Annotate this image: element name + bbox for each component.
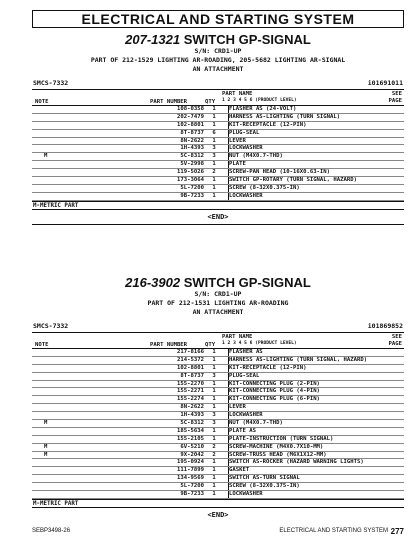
- part-name-cell: SWITCH AS-ROCKER (HAZARD WARNING LIGHTS): [229, 459, 364, 466]
- part-name-cell: SCREW-MACHINE (M4X0.7X10-MM): [229, 443, 324, 450]
- table-row: [32, 396, 404, 404]
- qty-cell: 1: [212, 364, 216, 371]
- qty-cell: 1: [212, 349, 216, 355]
- part-number-cell: 1H-4393: [180, 145, 204, 152]
- footer-doc-number: SEBP3498-26: [32, 528, 71, 534]
- part-number-cell: 8N-2622: [180, 404, 204, 411]
- qty-cell: 1: [212, 356, 216, 363]
- part-name-cell: LEVER: [229, 404, 246, 411]
- footer-page-number: 277: [390, 527, 404, 536]
- table-row: [32, 381, 404, 389]
- qty-cell: 3: [212, 372, 216, 379]
- table-row: [32, 114, 404, 122]
- table-row: [32, 459, 404, 467]
- qty-cell: 1: [212, 427, 216, 434]
- table-row: [32, 177, 404, 185]
- qty-cell: 1: [212, 435, 216, 442]
- table-row: [32, 193, 404, 201]
- section-banner: ELECTRICAL AND STARTING SYSTEM: [32, 10, 404, 28]
- part-name-cell: SCREW-TRUSS HEAD (M6X1X12-MM): [229, 451, 327, 458]
- header-product-level: 1 2 3 4 5 6 (PRODUCT LEVEL): [222, 98, 297, 103]
- part-number-cell: 9B-7233: [180, 192, 204, 199]
- qty-cell: 1: [212, 106, 216, 112]
- attachment-line: AN ATTACHMENT: [192, 65, 244, 73]
- metric-part-note: M-METRIC PART: [32, 499, 404, 508]
- part-name-cell: PLATE AS: [229, 427, 256, 434]
- part-name-cell: GASKET: [229, 467, 250, 474]
- end-marker: <END>: [207, 212, 229, 221]
- part-name-cell: NUT (M4X0.7-THD): [229, 420, 283, 427]
- qty-cell: 1: [212, 137, 216, 144]
- part-number-cell: 217-8166: [177, 349, 204, 355]
- part-number-cell: 6V-5210: [180, 443, 204, 450]
- part-name-cell: KIT-CONNECTING PLUG (2-PIN): [229, 380, 320, 387]
- qty-cell: 1: [212, 184, 216, 191]
- part-name-cell: FLASHER AS: [229, 349, 263, 355]
- part-number-cell: 155-2271: [177, 388, 204, 395]
- part-number-cell: 102-8801: [177, 364, 204, 371]
- table-row: [32, 475, 404, 483]
- table-row: [32, 404, 404, 412]
- table-row: [32, 130, 404, 138]
- part-name-cell: LOCKWASHER: [229, 192, 263, 199]
- header-see: SEE: [391, 91, 402, 97]
- part-name-cell: PLATE-INSTRUCTION (TURN SIGNAL): [229, 435, 334, 442]
- part-name-cell: SWITCH GP-ROTARY (TURN SIGNAL, HAZARD): [229, 177, 357, 184]
- header-page: PAGE: [388, 98, 402, 104]
- part-name-cell: FLASHER AS (24-VOLT): [229, 106, 297, 112]
- table-header: [32, 332, 404, 349]
- part-name-cell: LEVER: [229, 137, 246, 144]
- part-number-cell: 5L-7200: [180, 184, 204, 191]
- parts-table-rows: [32, 106, 404, 201]
- smcs-code: SMCS-7332: [33, 79, 69, 87]
- part-number-cell: 5L-7200: [180, 483, 204, 490]
- qty-cell: 3: [212, 153, 216, 160]
- group-title: [32, 275, 404, 290]
- serial-range: S/N: CRD1-UP: [194, 290, 242, 298]
- table-row: [32, 169, 404, 177]
- part-name-cell: NUT (M4X0.7-THD): [229, 153, 283, 160]
- part-name-cell: SWITCH AS-TURN SIGNAL: [229, 475, 300, 482]
- qty-cell: 1: [212, 396, 216, 403]
- header-part-number: PART NUMBER: [150, 99, 188, 105]
- part-name-cell: SCREW-PAN HEAD (10-16X0.63-IN): [229, 169, 331, 176]
- part-name-cell: KIT-RECEPTACLE (12-PIN): [229, 364, 307, 371]
- qty-cell: 3: [212, 145, 216, 152]
- header-product-level: 1 2 3 4 5 6 (PRODUCT LEVEL): [222, 341, 297, 346]
- serial-range: S/N: CRD1-UP: [194, 47, 242, 55]
- header-part-number: PART NUMBER: [150, 342, 188, 348]
- group-name: SWITCH GP-SIGNAL: [183, 32, 311, 47]
- part-number-cell: 185-5634: [177, 427, 204, 434]
- part-name-cell: LOCKWASHER: [229, 145, 263, 152]
- table-row: [32, 365, 404, 373]
- table-row: [32, 491, 404, 499]
- part-name-cell: LOCKWASHER: [229, 491, 263, 498]
- part-number-cell: 155-2274: [177, 396, 204, 403]
- part-number-cell: 134-9569: [177, 475, 204, 482]
- qty-cell: 6: [212, 129, 216, 136]
- part-name-cell: KIT-RECEPTACLE (12-PIN): [229, 121, 307, 128]
- part-number-cell: 155-2270: [177, 380, 204, 387]
- table-row: [32, 436, 404, 444]
- table-row: [32, 145, 404, 153]
- table-row: [32, 467, 404, 475]
- parts-group-207-1321: [32, 32, 404, 225]
- table-row: [32, 122, 404, 130]
- table-row: [32, 138, 404, 146]
- table-header: [32, 89, 404, 106]
- smcs-code: SMCS-7332: [33, 322, 69, 330]
- part-name-cell: PLUG-SEAL: [229, 129, 260, 136]
- part-number-cell: 8N-2622: [180, 137, 204, 144]
- footer-section-name: ELECTRICAL AND STARTING SYSTEM: [279, 528, 388, 534]
- table-row: [32, 357, 404, 365]
- parts-table-rows: [32, 349, 404, 499]
- table-row: [32, 161, 404, 169]
- header-see: SEE: [391, 334, 402, 340]
- note-cell: M: [44, 443, 48, 450]
- metric-part-note: M-METRIC PART: [32, 201, 404, 210]
- qty-cell: 1: [212, 113, 216, 120]
- table-row: [32, 388, 404, 396]
- qty-cell: 1: [212, 467, 216, 474]
- table-row: [32, 444, 404, 452]
- part-name-cell: SCREW (8-32X0.375-IN): [229, 483, 300, 490]
- attachment-line: AN ATTACHMENT: [192, 308, 244, 316]
- part-number-cell: 111-7899: [177, 467, 204, 474]
- table-row: [32, 153, 404, 161]
- qty-cell: 2: [212, 443, 216, 450]
- table-row: [32, 185, 404, 193]
- part-name-cell: PLATE: [229, 161, 246, 168]
- qty-cell: 1: [212, 380, 216, 387]
- note-cell: M: [44, 153, 48, 160]
- part-number-cell: 195-0924: [177, 459, 204, 466]
- qty-cell: 3: [212, 412, 216, 419]
- part-number-cell: 108-0358: [177, 106, 204, 112]
- qty-cell: 1: [212, 388, 216, 395]
- end-marker: <END>: [207, 510, 229, 519]
- part-name-cell: LOCKWASHER: [229, 412, 263, 419]
- part-name-cell: SCREW (8-32X0.375-IN): [229, 184, 300, 191]
- parts-group-216-3902: [32, 275, 404, 522]
- part-number-cell: 155-2105: [177, 435, 204, 442]
- codes-line: [32, 322, 404, 332]
- part-number-cell: 5C-8312: [180, 153, 204, 160]
- table-row: [32, 483, 404, 491]
- group-part-number: 207-1321: [125, 32, 181, 47]
- table-row: [32, 412, 404, 420]
- header-part-name: PART NAME: [222, 334, 253, 340]
- part-number-cell: 102-8801: [177, 121, 204, 128]
- codes-line: [32, 79, 404, 89]
- part-number-cell: 5V-2998: [180, 161, 204, 168]
- table-row: [32, 420, 404, 428]
- qty-cell: 1: [212, 491, 216, 498]
- part-name-cell: HARNESS AS-LIGHTING (TURN SIGNAL, HAZARD): [229, 356, 368, 363]
- group-part-number: 216-3902: [125, 275, 181, 290]
- part-name-cell: KIT-CONNECTING PLUG (4-PIN): [229, 388, 320, 395]
- group-title: [32, 32, 404, 47]
- header-page: PAGE: [388, 341, 402, 347]
- qty-cell: 1: [212, 483, 216, 490]
- document-code: i01691011: [367, 79, 403, 87]
- part-number-cell: 5C-8312: [180, 420, 204, 427]
- part-number-cell: 119-5026: [177, 169, 204, 176]
- part-of-line: PART OF 212-1531 LIGHTING AR-ROADING: [147, 299, 289, 307]
- note-cell: M: [44, 451, 48, 458]
- header-qty: QTY: [205, 99, 216, 105]
- part-number-cell: 202-7479: [177, 113, 204, 120]
- qty-cell: 1: [212, 121, 216, 128]
- part-number-cell: 9B-7233: [180, 491, 204, 498]
- header-note: NOTE: [35, 99, 49, 105]
- part-number-cell: 214-5372: [177, 356, 204, 363]
- qty-cell: 1: [212, 192, 216, 199]
- part-name-cell: HARNESS AS-LIGHTING (TURN SIGNAL): [229, 113, 341, 120]
- group-name: SWITCH GP-SIGNAL: [183, 275, 311, 290]
- part-number-cell: 9X-2042: [180, 451, 204, 458]
- part-number-cell: 8T-8737: [180, 129, 204, 136]
- section-divider: [32, 224, 404, 225]
- part-number-cell: 1H-4393: [180, 412, 204, 419]
- part-of-line: PART OF 212-1529 LIGHTING AR-ROADING, 205-5682 LIGHTING AR-SIGNAL: [90, 56, 346, 64]
- header-note: NOTE: [35, 342, 49, 348]
- header-part-name: PART NAME: [222, 91, 253, 97]
- table-row: [32, 349, 404, 357]
- qty-cell: 2: [212, 451, 216, 458]
- qty-cell: 1: [212, 475, 216, 482]
- note-cell: M: [44, 420, 48, 427]
- document-code: i01869852: [367, 322, 403, 330]
- qty-cell: 1: [212, 459, 216, 466]
- table-row: [32, 428, 404, 436]
- table-row: [32, 373, 404, 381]
- table-row: [32, 452, 404, 460]
- qty-cell: 1: [212, 161, 216, 168]
- part-number-cell: 173-3064: [177, 177, 204, 184]
- part-name-cell: KIT-CONNECTING PLUG (6-PIN): [229, 396, 320, 403]
- table-row: [32, 106, 404, 114]
- header-qty: QTY: [205, 342, 216, 348]
- part-name-cell: PLUG-SEAL: [229, 372, 260, 379]
- part-number-cell: 8T-8737: [180, 372, 204, 379]
- qty-cell: 1: [212, 177, 216, 184]
- qty-cell: 1: [212, 404, 216, 411]
- qty-cell: 3: [212, 420, 216, 427]
- qty-cell: 2: [212, 169, 216, 176]
